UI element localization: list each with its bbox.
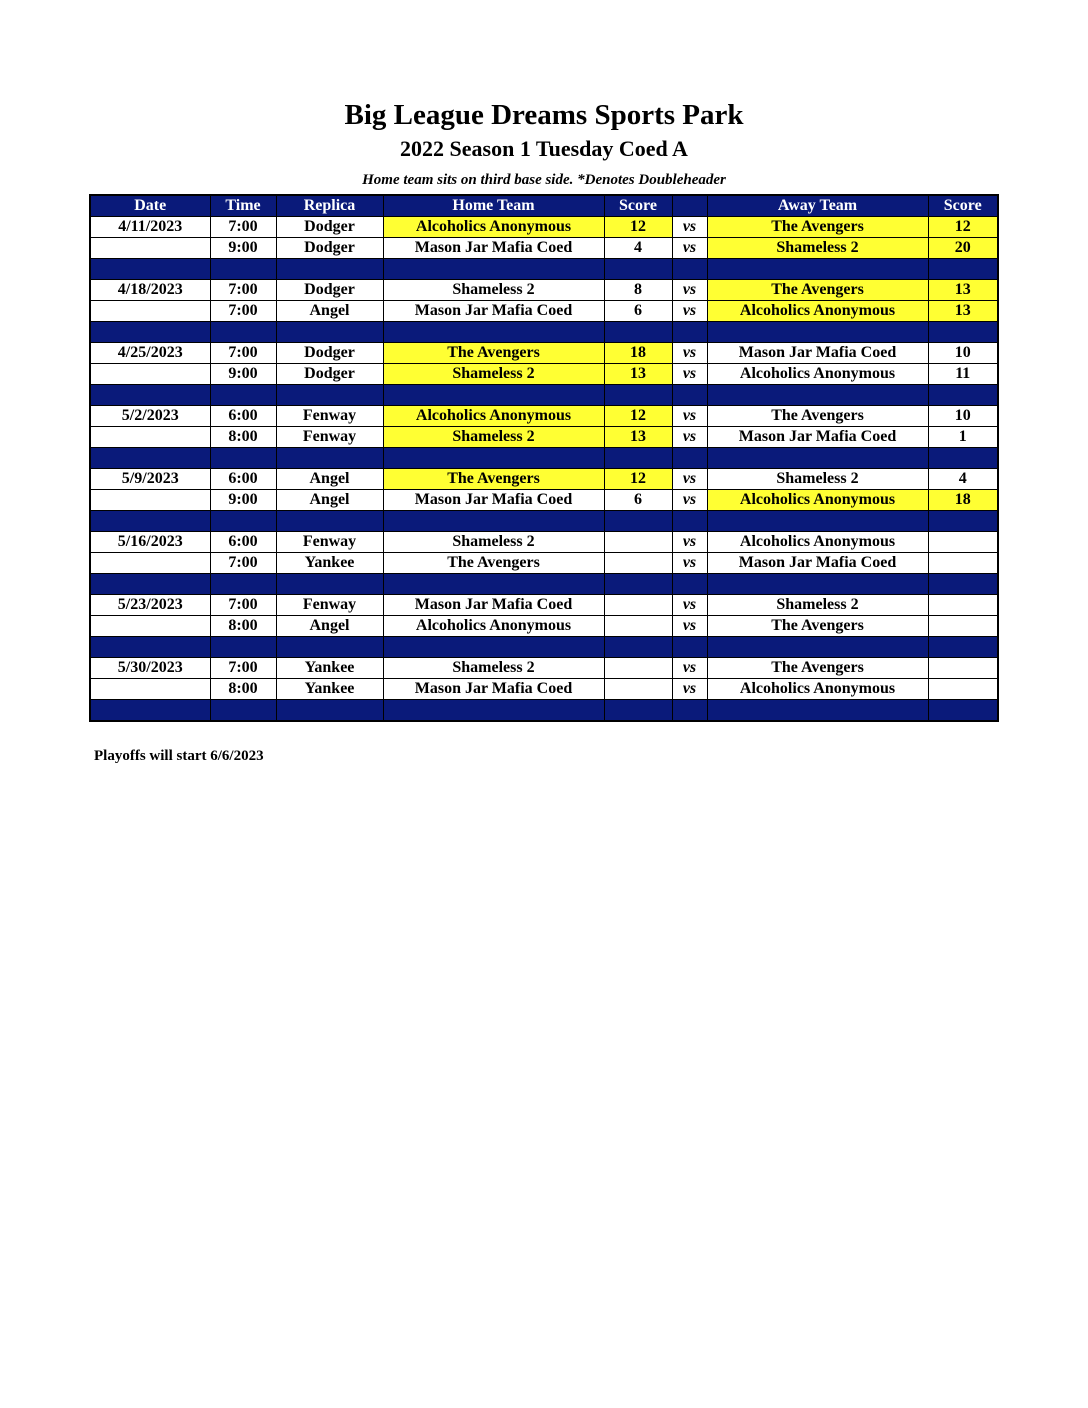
table-row: [90, 406, 998, 427]
separator-cell: [276, 259, 383, 280]
away-team: Alcoholics Anonymous: [707, 490, 928, 511]
separator-cell: [672, 574, 707, 595]
away-score: 20: [928, 238, 998, 259]
separator-cell: [210, 385, 276, 406]
game-replica: Dodger: [276, 280, 383, 301]
schedule-body: [90, 217, 998, 722]
away-team: Alcoholics Anonymous: [707, 679, 928, 700]
game-time: 7:00: [210, 217, 276, 238]
separator-cell: [90, 259, 210, 280]
separator-cell: [707, 511, 928, 532]
table-row: [90, 679, 998, 700]
header-home-team: Home Team: [383, 195, 604, 217]
away-team: The Avengers: [707, 280, 928, 301]
separator-cell: [383, 322, 604, 343]
table-row: [90, 616, 998, 637]
header-row: [90, 195, 998, 217]
separator-cell: [707, 259, 928, 280]
separator-cell: [707, 637, 928, 658]
home-score: [604, 595, 672, 616]
game-time: 8:00: [210, 427, 276, 448]
table-row: [90, 280, 998, 301]
vs-label: vs: [672, 490, 707, 511]
game-date: [90, 301, 210, 322]
separator-cell: [210, 700, 276, 722]
vs-label: vs: [672, 301, 707, 322]
table-row: [90, 238, 998, 259]
header-date: Date: [90, 195, 210, 217]
separator-cell: [672, 385, 707, 406]
away-team: Alcoholics Anonymous: [707, 364, 928, 385]
separator-cell: [90, 448, 210, 469]
week-separator-row: [90, 637, 998, 658]
game-date: 5/9/2023: [90, 469, 210, 490]
separator-cell: [928, 322, 998, 343]
header-away-score: Score: [928, 195, 998, 217]
separator-cell: [383, 700, 604, 722]
away-team: Shameless 2: [707, 469, 928, 490]
separator-cell: [276, 511, 383, 532]
separator-cell: [276, 637, 383, 658]
table-row: [90, 469, 998, 490]
separator-cell: [276, 385, 383, 406]
week-separator-row: [90, 511, 998, 532]
separator-cell: [928, 574, 998, 595]
home-score: [604, 532, 672, 553]
home-score: [604, 553, 672, 574]
home-team: Shameless 2: [383, 658, 604, 679]
game-replica: Angel: [276, 469, 383, 490]
separator-cell: [604, 259, 672, 280]
home-score: 18: [604, 343, 672, 364]
separator-cell: [383, 259, 604, 280]
home-team: Mason Jar Mafia Coed: [383, 679, 604, 700]
game-time: 8:00: [210, 679, 276, 700]
game-replica: Dodger: [276, 364, 383, 385]
away-score: [928, 616, 998, 637]
home-team: Shameless 2: [383, 280, 604, 301]
separator-cell: [604, 700, 672, 722]
away-score: 18: [928, 490, 998, 511]
away-team: Mason Jar Mafia Coed: [707, 343, 928, 364]
week-separator-row: [90, 322, 998, 343]
separator-cell: [383, 511, 604, 532]
game-date: [90, 490, 210, 511]
home-team: Mason Jar Mafia Coed: [383, 490, 604, 511]
page-subtitle: 2022 Season 1 Tuesday Coed A: [400, 136, 688, 161]
separator-cell: [672, 448, 707, 469]
table-row: [90, 595, 998, 616]
home-team: Shameless 2: [383, 427, 604, 448]
separator-cell: [210, 448, 276, 469]
separator-cell: [928, 700, 998, 722]
separator-cell: [604, 637, 672, 658]
away-score: 11: [928, 364, 998, 385]
separator-cell: [276, 574, 383, 595]
week-separator-row: [90, 385, 998, 406]
separator-cell: [928, 259, 998, 280]
game-date: [90, 616, 210, 637]
home-team: Mason Jar Mafia Coed: [383, 238, 604, 259]
separator-cell: [672, 322, 707, 343]
playoffs-note: Playoffs will start 6/6/2023: [94, 748, 264, 764]
separator-cell: [707, 448, 928, 469]
vs-label: vs: [672, 280, 707, 301]
header-time: Time: [210, 195, 276, 217]
vs-label: vs: [672, 658, 707, 679]
separator-cell: [604, 574, 672, 595]
game-date: [90, 553, 210, 574]
home-team: Mason Jar Mafia Coed: [383, 595, 604, 616]
away-score: [928, 553, 998, 574]
away-score: 1: [928, 427, 998, 448]
separator-cell: [276, 322, 383, 343]
away-score: 13: [928, 280, 998, 301]
game-replica: Dodger: [276, 343, 383, 364]
table-row: [90, 553, 998, 574]
vs-label: vs: [672, 364, 707, 385]
game-time: 9:00: [210, 238, 276, 259]
game-replica: Fenway: [276, 427, 383, 448]
game-date: 4/11/2023: [90, 217, 210, 238]
separator-cell: [604, 322, 672, 343]
week-separator-row: [90, 259, 998, 280]
away-team: The Avengers: [707, 658, 928, 679]
table-row: [90, 427, 998, 448]
header-vs: [672, 195, 707, 217]
header-home-score: Score: [604, 195, 672, 217]
game-replica: Yankee: [276, 553, 383, 574]
game-date: 5/30/2023: [90, 658, 210, 679]
table-row: [90, 217, 998, 238]
separator-cell: [707, 700, 928, 722]
table-row: [90, 364, 998, 385]
game-replica: Dodger: [276, 217, 383, 238]
home-score: 12: [604, 469, 672, 490]
vs-label: vs: [672, 427, 707, 448]
vs-label: vs: [672, 553, 707, 574]
game-date: [90, 238, 210, 259]
game-time: 7:00: [210, 280, 276, 301]
home-team: Shameless 2: [383, 532, 604, 553]
vs-label: vs: [672, 406, 707, 427]
week-separator-row: [90, 574, 998, 595]
game-replica: Fenway: [276, 595, 383, 616]
separator-cell: [672, 259, 707, 280]
away-score: 4: [928, 469, 998, 490]
week-separator-row: [90, 448, 998, 469]
home-score: 6: [604, 301, 672, 322]
separator-cell: [928, 637, 998, 658]
table-row: [90, 343, 998, 364]
week-separator-row: [90, 700, 998, 722]
header-replica: Replica: [276, 195, 383, 217]
separator-cell: [210, 259, 276, 280]
table-row: [90, 301, 998, 322]
page-title: Big League Dreams Sports Park: [344, 99, 744, 131]
away-score: [928, 595, 998, 616]
home-score: 13: [604, 427, 672, 448]
vs-label: vs: [672, 217, 707, 238]
vs-label: vs: [672, 595, 707, 616]
home-score: 12: [604, 217, 672, 238]
game-time: 7:00: [210, 553, 276, 574]
home-team: Shameless 2: [383, 364, 604, 385]
separator-cell: [276, 448, 383, 469]
away-score: 12: [928, 217, 998, 238]
game-date: [90, 427, 210, 448]
vs-label: vs: [672, 469, 707, 490]
game-time: 9:00: [210, 364, 276, 385]
away-score: 10: [928, 343, 998, 364]
game-replica: Angel: [276, 616, 383, 637]
vs-label: vs: [672, 343, 707, 364]
home-team: The Avengers: [383, 469, 604, 490]
schedule-note: Home team sits on third base side. *Denotes Doubleheader: [362, 172, 726, 188]
home-score: 6: [604, 490, 672, 511]
game-time: 7:00: [210, 301, 276, 322]
separator-cell: [90, 385, 210, 406]
game-time: 7:00: [210, 658, 276, 679]
home-team: The Avengers: [383, 553, 604, 574]
home-score: [604, 679, 672, 700]
separator-cell: [928, 385, 998, 406]
home-score: 12: [604, 406, 672, 427]
home-score: [604, 616, 672, 637]
away-team: The Avengers: [707, 616, 928, 637]
separator-cell: [90, 511, 210, 532]
home-score: 13: [604, 364, 672, 385]
game-time: 6:00: [210, 469, 276, 490]
game-date: 4/18/2023: [90, 280, 210, 301]
home-team: The Avengers: [383, 343, 604, 364]
game-replica: Fenway: [276, 406, 383, 427]
separator-cell: [707, 322, 928, 343]
away-score: [928, 532, 998, 553]
separator-cell: [210, 322, 276, 343]
separator-cell: [90, 637, 210, 658]
game-date: 5/23/2023: [90, 595, 210, 616]
game-date: 5/2/2023: [90, 406, 210, 427]
vs-label: vs: [672, 679, 707, 700]
separator-cell: [383, 448, 604, 469]
game-time: 6:00: [210, 532, 276, 553]
separator-cell: [276, 700, 383, 722]
vs-label: vs: [672, 532, 707, 553]
away-score: [928, 679, 998, 700]
home-team: Alcoholics Anonymous: [383, 616, 604, 637]
table-row: [90, 658, 998, 679]
vs-label: vs: [672, 238, 707, 259]
vs-label: vs: [672, 616, 707, 637]
game-date: 4/25/2023: [90, 343, 210, 364]
game-time: 7:00: [210, 595, 276, 616]
away-score: 10: [928, 406, 998, 427]
separator-cell: [90, 700, 210, 722]
table-row: [90, 490, 998, 511]
home-team: Alcoholics Anonymous: [383, 217, 604, 238]
separator-cell: [604, 511, 672, 532]
away-team: Alcoholics Anonymous: [707, 301, 928, 322]
game-time: 6:00: [210, 406, 276, 427]
separator-cell: [383, 385, 604, 406]
separator-cell: [210, 637, 276, 658]
away-team: Mason Jar Mafia Coed: [707, 553, 928, 574]
home-score: 4: [604, 238, 672, 259]
home-score: [604, 658, 672, 679]
away-team: The Avengers: [707, 406, 928, 427]
separator-cell: [672, 637, 707, 658]
home-team: Mason Jar Mafia Coed: [383, 301, 604, 322]
game-time: 8:00: [210, 616, 276, 637]
separator-cell: [928, 448, 998, 469]
away-team: The Avengers: [707, 217, 928, 238]
separator-cell: [604, 448, 672, 469]
game-replica: Angel: [276, 301, 383, 322]
schedule-table: [89, 194, 999, 722]
game-replica: Angel: [276, 490, 383, 511]
game-replica: Fenway: [276, 532, 383, 553]
separator-cell: [383, 574, 604, 595]
game-replica: Yankee: [276, 679, 383, 700]
game-date: 5/16/2023: [90, 532, 210, 553]
game-time: 9:00: [210, 490, 276, 511]
away-score: [928, 658, 998, 679]
separator-cell: [672, 700, 707, 722]
separator-cell: [707, 385, 928, 406]
table-row: [90, 532, 998, 553]
separator-cell: [672, 511, 707, 532]
separator-cell: [210, 574, 276, 595]
game-replica: Yankee: [276, 658, 383, 679]
game-replica: Dodger: [276, 238, 383, 259]
away-team: Shameless 2: [707, 595, 928, 616]
game-date: [90, 679, 210, 700]
away-team: Alcoholics Anonymous: [707, 532, 928, 553]
separator-cell: [604, 385, 672, 406]
separator-cell: [928, 511, 998, 532]
separator-cell: [383, 637, 604, 658]
game-time: 7:00: [210, 343, 276, 364]
home-team: Alcoholics Anonymous: [383, 406, 604, 427]
separator-cell: [707, 574, 928, 595]
header-away-team: Away Team: [707, 195, 928, 217]
separator-cell: [90, 322, 210, 343]
away-team: Shameless 2: [707, 238, 928, 259]
separator-cell: [90, 574, 210, 595]
separator-cell: [210, 511, 276, 532]
game-date: [90, 364, 210, 385]
away-score: 13: [928, 301, 998, 322]
away-team: Mason Jar Mafia Coed: [707, 427, 928, 448]
home-score: 8: [604, 280, 672, 301]
